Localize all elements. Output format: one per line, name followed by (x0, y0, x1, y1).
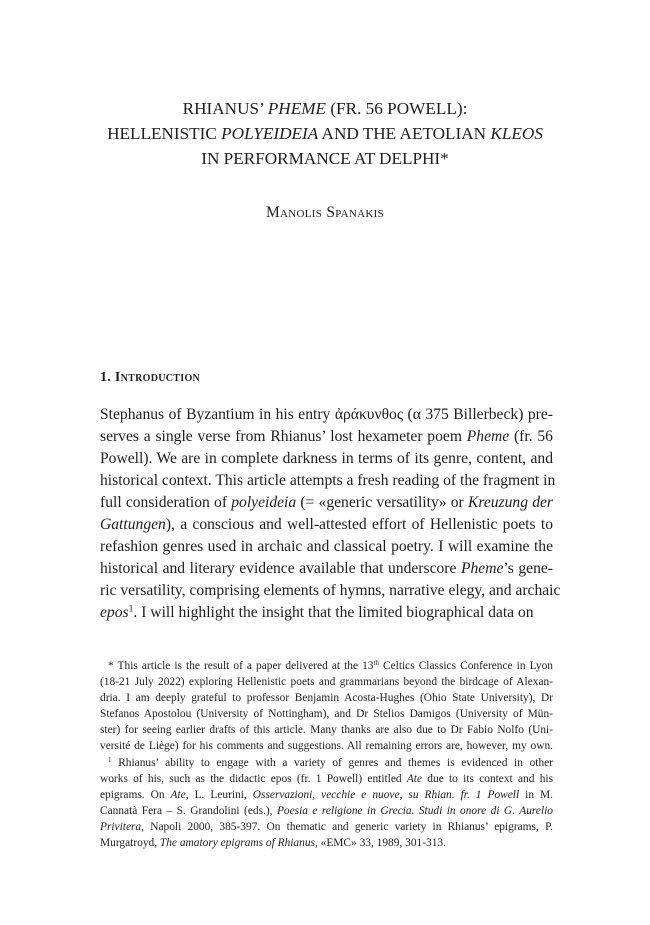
title-line-2: HELLENISTIC POLYEIDEIA AND THE AETOLIAN KLEOS (107, 124, 543, 143)
body-line: Powell). We are in complete darkness in terms of its genre, content, and (100, 450, 553, 467)
footnote-1: $^1$ Rhianus’ ability to engage with a variety of genres and themes is evidenced in other (108, 755, 553, 769)
section-heading: 1. Introduction (100, 370, 201, 385)
body-line: historical and literary evidence available that underscore Pheme’s gene- (100, 560, 553, 577)
title-line-1: RHIANUS’ PHEME (FR. 56 POWELL): (182, 99, 468, 118)
footnote-line: (18-21 July 2022) exploring Hellenistic poets and grammarians beyond the birdcage of Alexan- (100, 676, 553, 689)
footnote-line: ster) for seeing earlier drafts of this article. Many thanks are also due to Dr Fabio Nolfo (Uni- (100, 724, 553, 737)
body-line: Stephanus of Byzantium in his entry ἀράκυνθος (α 375 Billerbeck) pre- (100, 406, 553, 423)
footnote-line: Stefanos Apostolou (University of Nottingham), and Dr Stelios Damigos (University of Mün- (100, 708, 553, 721)
footnote-line: epigrams. On Ate, L. Leurini, Osservazioni, vecchie e nuove, su Rhian. fr. 1 Powell in M. (100, 788, 553, 801)
footnote-ref: 1 (128, 603, 134, 615)
body-line: ric versatility, comprising elements of hymns, narrative elegy, and archaic (100, 582, 561, 599)
title-line-3: IN PERFORMANCE AT DELPHI* (201, 149, 449, 168)
article-title (60, 96, 590, 171)
footnote-star: * This article is the result of a paper delivered at the 13th Celtics Classics Conference in Lyon (108, 659, 553, 672)
body-line: serves a single verse from Rhianus’ lost hexameter poem Pheme (fr. 56 (100, 428, 553, 445)
body-line: full consideration of polyeideia (= «generic versatility» or Kreuzung der (100, 494, 553, 511)
footnotes (100, 658, 553, 851)
footnote-line: dria. I am deeply grateful to professor Benjamin Acosta-Hughes (Ohio State University), Dr (100, 692, 553, 705)
footnote-line: versité de Liège) for his comments and suggestions. All remaining errors are, however, my own. (100, 740, 553, 753)
footnote-line: works of his, such as the didactic epos (fr. 1 Powell) entitled Ate due to its context and his (100, 772, 553, 785)
body-line: epos$^1$. I will highlight the insight that the limited biographical data on (100, 603, 534, 621)
body-line: historical context. This article attempts a fresh reading of the fragment in (100, 472, 556, 489)
body-line: refashion genres used in archaic and classical poetry. I will examine the (100, 538, 553, 555)
footnote-line: Murgatroyd, The amatory epigrams of Rhianus, «EMC» 33, 1989, 301-313. (100, 837, 446, 850)
footnote-line: Cannatà Fera – S. Grandolini (eds.), Poesia e religione in Grecia. Studi in onore di G. Aurelio (100, 804, 553, 817)
body-line: Gattungen), a conscious and well-attested effort of Hellenistic poets to (100, 516, 553, 533)
author-name: Manolis Spanakis (265, 204, 385, 221)
footnote-line: Privitera, Napoli 2000, 385-397. On thematic and generic variety in Rhianus’ epigrams, P. (100, 820, 553, 833)
body-paragraph (100, 404, 561, 624)
